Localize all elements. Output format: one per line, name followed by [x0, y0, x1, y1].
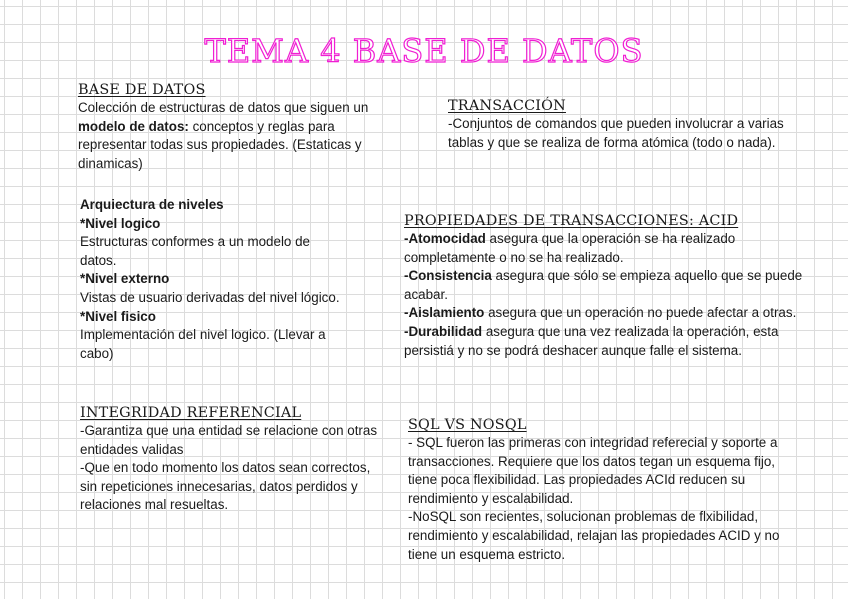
integridad-item-2: -Que en todo momento los datos sean correctos, sin repeticiones innecesarias, datos perdidos y relaciones mal resueltas.: [80, 460, 371, 513]
integridad-section: [80, 404, 385, 515]
base-datos-section: [78, 81, 370, 173]
sql-item-2: -NoSQL son recientes, solucionan problemas de flxibilidad, rendimiento y escalabilidad, relajan las propiedades ACID y no tiene un esquema estricto.: [408, 509, 780, 562]
niveles-section: [80, 196, 350, 363]
transaccion-heading: TRANSACCIÓN: [448, 98, 566, 114]
integridad-item-1: -Garantiza que una entidad se relacione con otras entidades validas: [80, 423, 378, 457]
prop-consistencia: [404, 267, 814, 304]
transaccion-text: -Conjuntos de comandos que pueden involucrar a varias tablas y que se realiza de forma atómica (todo o nada).: [448, 116, 784, 150]
prop-consistencia-label: -Consistencia: [404, 268, 492, 284]
propiedades-section: [404, 212, 814, 360]
nivel-logico-label: *Nivel logico: [80, 215, 161, 231]
base-datos-text-1: Colección de estructuras de datos que siguen un: [78, 100, 369, 115]
prop-consistencia-text: asegura que sólo se empieza aquello que se puede acabar.: [404, 268, 803, 302]
niveles-heading: Arquiectura de niveles: [80, 197, 224, 212]
prop-atomocidad-text: asegura que la operación se ha realizado completamente o no se ha realizado.: [404, 231, 736, 265]
nivel-fisico-text: Implementación del nivel logico. (Llevar a cabo): [80, 327, 326, 361]
nivel-externo-text: Vistas de usuario derivadas del nivel lógico.: [80, 289, 340, 305]
base-datos-text-2: conceptos y reglas para representar todas sus propiedades. (Estaticas y dinamicas): [78, 118, 362, 171]
prop-atomocidad: [404, 230, 814, 267]
nivel-logico-text: Estructuras conformes a un modelo de datos.: [80, 234, 310, 268]
sql-heading: SQL VS NOSQL: [408, 417, 527, 433]
prop-durabilidad-text: asegura que una vez realizada la operación, esta persistiá y no se podrá deshacer aunque falle el sistema.: [404, 323, 779, 358]
nivel-externo-label: *Nivel externo: [80, 271, 170, 287]
integridad-heading: INTEGRIDAD REFERENCIAL: [80, 405, 302, 421]
propiedades-heading: PROPIEDADES DE TRANSACCIONES: ACID: [404, 213, 739, 229]
sql-section: [408, 416, 804, 564]
transaccion-section: [448, 97, 800, 152]
base-datos-bold: modelo de datos:: [78, 118, 189, 134]
prop-durabilidad: [404, 323, 814, 360]
prop-durabilidad-label: -Durabilidad: [404, 323, 483, 339]
page-title: TEMA 4 BASE DE DATOS: [204, 32, 644, 70]
base-datos-heading: BASE DE DATOS: [78, 82, 206, 98]
prop-atomocidad-label: -Atomocidad: [404, 231, 486, 246]
nivel-fisico-label: *Nivel fisico: [80, 308, 156, 324]
base-datos-text: [78, 99, 370, 173]
sql-item-1: - SQL fueron las primeras con integridad referecial y soporte a transacciones. Requiere que los datos tegan un esquema fijo, tiene poca flexibilidad. Las propiedades ACId reducen su rendimiento y escalabilidad.: [408, 435, 778, 506]
prop-aislamiento-text: asegura que un operación no puede afectar a otras.: [484, 305, 797, 321]
prop-aislamiento: [404, 304, 814, 323]
prop-aislamiento-label: -Aislamiento: [404, 305, 485, 321]
